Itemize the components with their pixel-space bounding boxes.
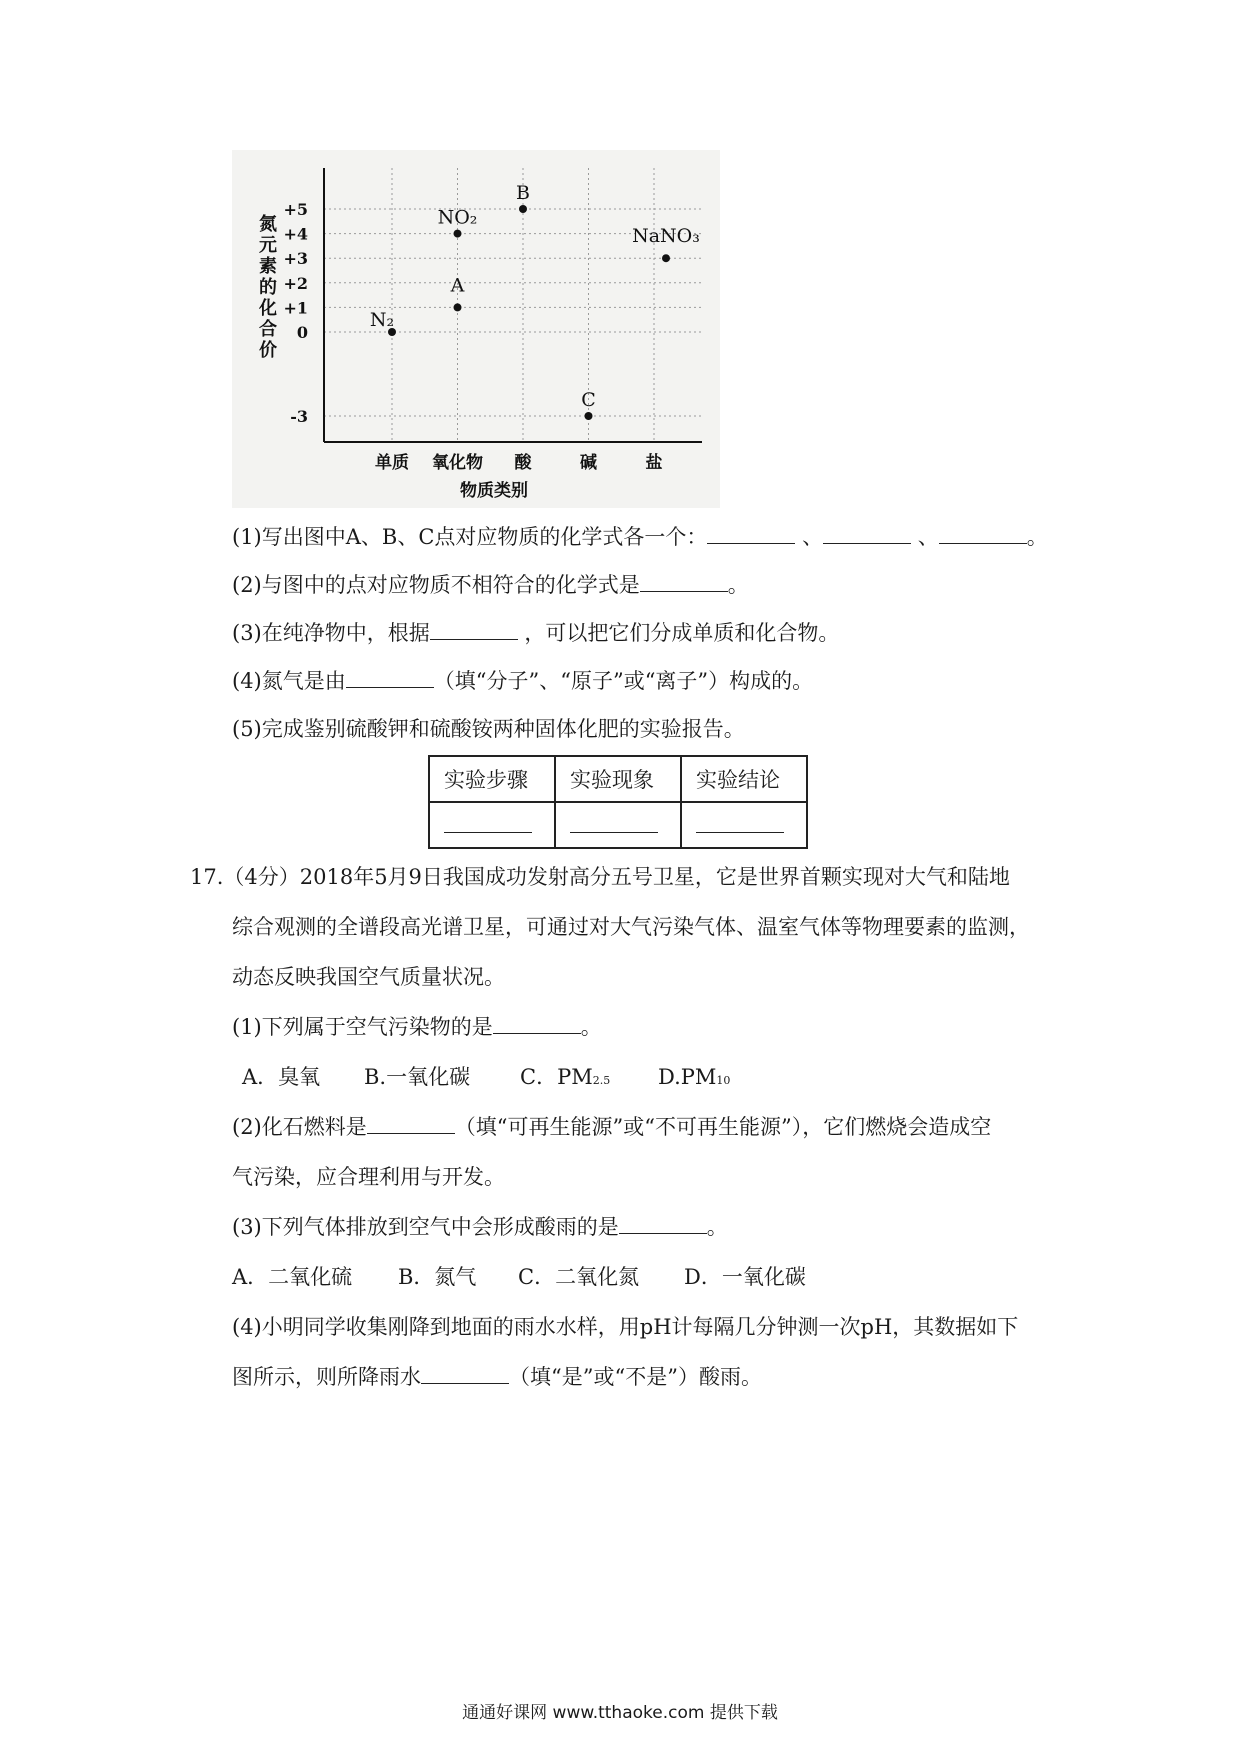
q17-part3-option-c: C．二氧化氮: [518, 1265, 640, 1289]
y-tick-label: +2: [283, 273, 308, 293]
data-point: [454, 303, 462, 311]
data-point: [519, 205, 527, 213]
q17-part4-line2: [232, 1362, 762, 1392]
x-category-label: 盐: [645, 453, 663, 473]
answer-blank[interactable]: [570, 812, 658, 833]
y-tick-label: +1: [283, 298, 308, 318]
option-c-subscript: 2.5: [592, 1074, 611, 1087]
q17-part4: (4)小明同学收集刚降到地面的雨水水样，用pH计每隔几分钟测一次pH，其数据如下: [232, 1315, 1019, 1339]
answer-blank[interactable]: [444, 812, 532, 833]
y-tick-label: +5: [283, 200, 308, 219]
data-point: [662, 254, 670, 262]
valence-chart: [232, 150, 720, 508]
period: 。: [580, 1015, 602, 1039]
q17-part1-text: (1)下列属于空气污染物的是: [232, 1015, 493, 1039]
y-axis-title-char: 合: [259, 319, 277, 340]
experiment-report-table: [428, 755, 808, 849]
q17-intro-line1: 17.（4分）2018年5月9日我国成功发射高分五号卫星，它是世界首颗实现对大气和陆地: [190, 865, 1010, 889]
q16-part4-tail: （填“分子”、“原子”或“离子”）构成的。: [433, 669, 814, 693]
y-axis-title-char: 化: [259, 298, 277, 319]
table-header-row: [429, 756, 807, 802]
header-phenomena: 实验现象: [555, 756, 681, 802]
y-tick-label: -3: [290, 407, 308, 426]
q17-part3-option-d: D．一氧化碳: [684, 1265, 806, 1289]
q17-part1-option-c: [520, 1062, 610, 1096]
y-tick-label: +3: [283, 249, 308, 269]
data-point-label: N₂: [369, 309, 395, 331]
period: 。: [1026, 525, 1048, 549]
x-axis-title: 物质类别: [460, 481, 528, 501]
x-category-label: 酸: [514, 453, 532, 473]
q16-part5: [232, 714, 745, 744]
q17-part3-text: (3)下列气体排放到空气中会形成酸雨的是: [232, 1215, 619, 1239]
q16-part4-text: (4)氮气是由: [232, 669, 346, 693]
separator: 、: [911, 525, 939, 549]
table-row: [429, 802, 807, 848]
q17-part3-option-a: A．二氧化硫: [232, 1265, 353, 1289]
data-point-label: A: [450, 274, 465, 297]
q16-part4: [232, 666, 813, 696]
q17-part1: [232, 1012, 602, 1042]
q16-part1-text: (1)写出图中A、B、C点对应物质的化学式各一个：: [232, 525, 708, 549]
y-tick-label: +4: [283, 224, 308, 244]
y-axis-title-char: 的: [259, 277, 277, 298]
option-d-subscript: 10: [716, 1074, 731, 1087]
q17-part1-option-d: [658, 1062, 730, 1096]
answer-blank[interactable]: [696, 812, 784, 833]
q17-part2-tail: （填“可再生能源”或“不可再生能源”），它们燃烧会造成空: [454, 1115, 992, 1139]
separator: 、: [795, 525, 824, 549]
q17-part4-text: 图所示，则所降雨水: [232, 1365, 421, 1389]
period: 。: [727, 573, 749, 597]
q17-intro-line2: 综合观测的全谱段高光谱卫星，可通过对大气污染气体、温室气体等物理要素的监测，: [232, 915, 1030, 939]
q17-intro-line3: 动态反映我国空气质量状况。: [232, 965, 505, 989]
cell-steps: [429, 802, 555, 848]
y-axis-title-char: 氮: [259, 214, 277, 235]
y-tick-label: 0: [296, 323, 308, 342]
q16-part5-text: (5)完成鉴别硫酸钾和硫酸铵两种固体化肥的实验报告。: [232, 717, 745, 741]
q17-part2-text: (2)化石燃料是: [232, 1115, 367, 1139]
answer-blank-b[interactable]: [823, 523, 911, 544]
q17-part1-option-b: B.一氧化碳: [364, 1065, 471, 1089]
footer-source: 通通好课网 www.tthaoke.com 提供下载: [462, 1703, 778, 1723]
x-category-label: 碱: [580, 453, 597, 473]
answer-blank[interactable]: [367, 1113, 455, 1134]
data-point-label: NaNO₃: [632, 225, 700, 248]
answer-blank[interactable]: [619, 1213, 707, 1234]
q16-part3-tail: ，可以把它们分成单质和化合物。: [517, 621, 840, 645]
q16-part1: [232, 522, 1048, 552]
data-point-label: NO₂: [437, 206, 478, 229]
q16-part3-text: (3)在纯净物中，根据: [232, 621, 430, 645]
q16-part2: [232, 570, 749, 600]
answer-blank[interactable]: [346, 667, 434, 688]
y-axis-title-char: 素: [259, 256, 277, 277]
data-point-label: C: [581, 389, 596, 411]
y-axis-title-char: 价: [259, 340, 277, 361]
q17-part3-option-b: B．氮气: [398, 1265, 477, 1289]
cell-phenomena: [555, 802, 681, 848]
header-steps: 实验步骤: [429, 756, 555, 802]
option-d-text: D.PM: [658, 1065, 717, 1089]
valence-chart-svg: [232, 150, 720, 508]
data-point-label: B: [516, 182, 530, 204]
answer-blank[interactable]: [430, 619, 518, 640]
q17-part3: [232, 1212, 728, 1242]
answer-blank-c[interactable]: [939, 523, 1027, 544]
q17-part2: [232, 1112, 991, 1142]
answer-blank[interactable]: [421, 1363, 509, 1384]
y-axis-title-char: 元: [259, 235, 277, 256]
answer-blank[interactable]: [640, 571, 728, 592]
data-point: [585, 412, 593, 420]
x-category-label: 氧化物: [432, 453, 483, 473]
header-conclusion: 实验结论: [681, 756, 807, 802]
answer-blank-a[interactable]: [707, 523, 795, 544]
cell-conclusion: [681, 802, 807, 848]
q17-part4-tail: （填“是”或“不是”）酸雨。: [509, 1365, 762, 1389]
answer-blank[interactable]: [493, 1013, 581, 1034]
q17-part2-line2: 气污染，应合理利用与开发。: [232, 1165, 505, 1189]
data-point: [454, 230, 462, 238]
period: 。: [706, 1215, 728, 1239]
q16-part3: [232, 618, 839, 648]
q17-part1-option-a: A．臭氧: [242, 1065, 321, 1089]
option-c-text: C．PM: [520, 1065, 593, 1089]
q16-part2-text: (2)与图中的点对应物质不相符合的化学式是: [232, 573, 640, 597]
x-category-label: 单质: [375, 453, 409, 473]
